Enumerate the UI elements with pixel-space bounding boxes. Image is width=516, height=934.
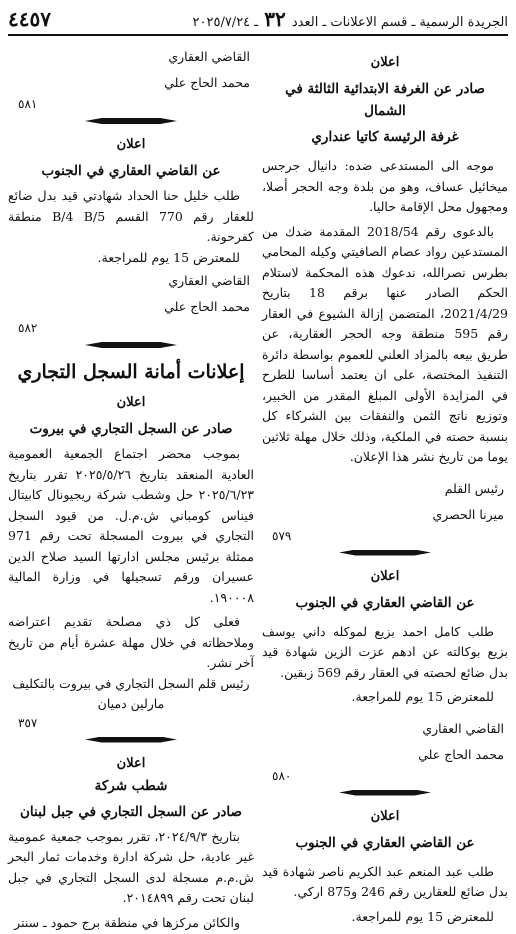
announcement-paragraph: بالدعوى رقم 2018/54 المقدمة ضدك من المستدعين رواد عصام الصافيتي وكيله المحامي بطرس نصرالله، ندعوك هذه المحكمة لاستلام الحكم الصادر عنها برقم 18 بتاريخ 2021/4/29، المتضمن إزالة الشيوع في العقار رقم 595 منطقة وجه الحجر العقارية، عن طريق بيعه بالمزاد العلني للعموم بواسطة دائرة التنفيذ المختصة، على ان يعتمد أساسا للطرح في المزايدة الأولى المبلغ المقدر من الخبير، وتوزيع ناتج الثمن والنفقات بين الشركاء كل بنسبة حصته في الملكية، وذلك خلال مهلة ثلاثين يوما من تاريخ نشر هذا الإعلان. — [262, 223, 508, 464]
announcement-paragraph: طلب كامل احمد بزيع لموكله داني يوسف بزيع بوكالته عن ادهم عزت الزين شهادة قيد بدل ضائع لحصته في العقار رقم 569 زبقين. — [262, 623, 508, 680]
signature-name: مارلين دميان — [97, 696, 165, 711]
section-divider — [262, 544, 508, 562]
announcement-paragraph: والكائن مركزها في منطقة برج حمود ـ سنتر — [14, 914, 240, 930]
announcement-paragraph: طلب عبد المنعم عبد الكريم ناصر شهادة قيد بدل ضائع للعقارين رقم 246 و875 اركي. — [262, 863, 508, 899]
announcement-number: ٥٧٩ — [272, 528, 292, 543]
announcement-label: اعلان — [116, 395, 146, 410]
right-column — [262, 44, 508, 927]
announcement-label: اعلان — [116, 137, 146, 152]
announcement-label: اعلان — [370, 808, 400, 824]
announcement-paragraph: موجه الى المستدعى ضده: دانيال جرجس ميخائيل عساف، وهو من بلدة وجه الحجر أصلا، ومجهول محل الإقامة حاليا. — [262, 158, 508, 214]
announcement-label: اعلان — [370, 568, 400, 584]
announcement-issuer: عن القاضي العقاري في الجنوب — [295, 594, 475, 611]
left-column — [8, 44, 254, 933]
section-divider — [262, 784, 508, 802]
announcement-paragraph: للمعترض 15 يوم للمراجعة. — [97, 249, 240, 265]
signature-name: محمد الحاج علي — [164, 75, 250, 90]
section-title: إعلانات أمانة السجل التجاري — [17, 361, 245, 383]
announcement-issuer: عن القاضي العقاري في الجنوب — [41, 163, 221, 179]
signature-name: ميرنا الحصري — [432, 506, 504, 522]
announcement-paragraph: فعلى كل ذي مصلحة تقديم اعتراضه وملاحظاته في خلال مهلة عشرة أيام من تاريخ آخر نشر. — [8, 614, 254, 670]
announcement-paragraph: بموجب محضر اجتماع الجمعية العمومية العادية المنعقد بتاريخ ٢٠٢٥/٥/٢٦ تقرر بتاريخ ٢٠٢٥/٦/٢٣ حل وشطب شركة ريجيونال كابيتال فيناس كومباني ش.م.ل. من قيود السجل التجاري في بيروت المسجلة تحت رقم 971 ممثلة برئيس مجلس ادارتها السيد صلاح الدين عسيران ورقم تسجيلها في وزارة المالية ١٩٠٠٠٨. — [8, 446, 254, 605]
announcement-chamber: غرفة الرئيسة كاتيا عنداري — [311, 129, 459, 145]
signature-title: رئيس القلم — [444, 480, 504, 496]
gazette-name: الجريدة الرسمية ـ قسم الاعلانات ـ العدد — [291, 15, 508, 30]
announcement-paragraph: طلب خليل حنا الحداد شهادتي قيد بدل ضائع للعقار رقم 770 القسم B/4 B/5 منطقة كفرحونة. — [8, 188, 254, 244]
announcement-paragraph: للمعترض 15 يوم للمراجعة. — [351, 908, 494, 924]
announcement-paragraph: للمعترض 15 يوم للمراجعة. — [351, 689, 494, 704]
issue-number: ٣٢ — [264, 7, 286, 31]
announcement-number: ٣٥٧ — [18, 715, 38, 730]
announcement-number: ٥٨٢ — [18, 321, 38, 335]
section-divider — [8, 112, 254, 130]
announcement-issuer: صادر عن السجل التجاري في جبل لبنان — [20, 803, 242, 820]
section-divider — [8, 336, 254, 354]
announcement-number: ٥٨١ — [18, 97, 38, 111]
announcement-number: ٥٨٠ — [272, 768, 292, 783]
announcement-label: اعلان — [116, 755, 146, 771]
announcement-issuer: صادر عن السجل التجاري في بيروت — [29, 421, 233, 437]
announcement-label: اعلان — [370, 55, 400, 70]
gazette-title — [193, 7, 508, 31]
signature-title: القاضي العقاري — [168, 273, 250, 288]
signature-title: القاضي العقاري — [422, 720, 504, 736]
signature-title: رئيس قلم السجل التجاري في بيروت بالتكليف — [12, 675, 250, 691]
announcement-issuer: عن القاضي العقاري في الجنوب — [295, 834, 475, 851]
page-header — [8, 4, 508, 36]
announcement-issuer: صادر عن الغرفة الابتدائية الثالثة في الشمال — [285, 81, 485, 119]
section-divider — [8, 731, 254, 749]
page-number: ٤٤٥٧ — [8, 7, 51, 31]
signature-title: القاضي العقاري — [168, 49, 250, 64]
announcement-subtitle: شطب شركة — [94, 777, 168, 794]
announcement-paragraph: بتاريخ ٢٠٢٤/٩/٣، تقرر بموجب جمعية عمومية غير عادية، حل شركة ادارة وخدمات ثمار البحر ش.م.م مسجلة لدى السجل التجاري في جبل لبنان تحت رقم ٢٠١٤٨٩٩. — [8, 828, 254, 905]
issue-date: ـ ٢٠٢٥/٧/٢٤ — [192, 15, 259, 30]
signature-name: محمد الحاج علي — [164, 299, 250, 314]
signature-name: محمد الحاج علي — [418, 746, 504, 762]
